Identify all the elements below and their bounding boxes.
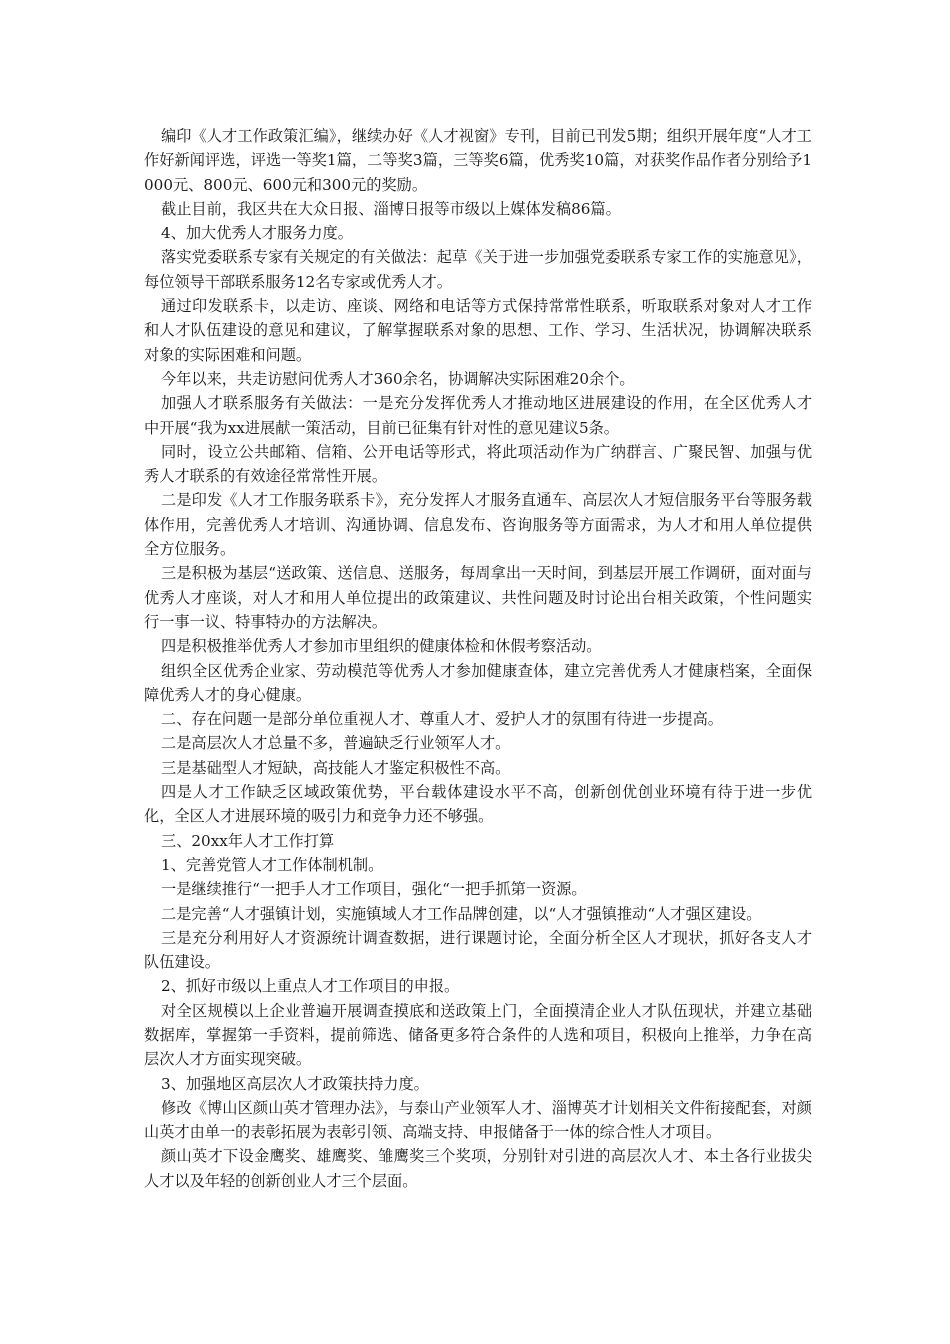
paragraph: 今年以来，共走访慰问优秀人才360余名，协调解决实际困难20余个。 — [161, 369, 635, 388]
paragraph: 编印《人才工作政策汇编》，继续办好《人才视窗》专刊，目前已刊发5期；组织开展年度“人才工作好新闻评选，评选一等奖1篇，二等奖3篇，三等奖6篇，优秀奖10篇，对获奖作品作者分别给予1000元、800元、600元和300元的奖励。 — [144, 127, 812, 194]
paragraph: 修改《博山区颜山英才管理办法》，与泰山产业领军人才、淄博英才计划相关文件衔接配套，对颜山英才由单一的表彰拓展为表彰引领、高端支持、申报储备于一体的综合性人才项目。 — [144, 1098, 812, 1142]
paragraph: 颜山英才下设金鹰奖、雄鹰奖、雏鹰奖三个奖项，分别针对引进的高层次人才、本土各行业拔尖人才以及年轻的创新创业人才三个层面。 — [144, 1147, 812, 1190]
paragraph: 四是人才工作缺乏区域政策优势，平台载体建设水平不高，创新创优创业环境有待于进一步优化，全区人才进展环境的吸引力和竞争力还不够强。 — [144, 783, 812, 826]
paragraph: 三是积极为基层“送政策、送信息、送服务，每周拿出一天时间，到基层开展工作调研，面对面与优秀人才座谈，对人才和用人单位提出的政策建议、共性问题及时讨论出台相关政策，个性问题实行一事一议、特事特办的方法解决。 — [144, 564, 812, 631]
paragraph: 二是高层次人才总量不多，普遍缺乏行业领军人才。 — [161, 734, 511, 753]
paragraph: 截止目前，我区共在大众日报、淄博日报等市级以上媒体发稿86篇。 — [161, 199, 621, 218]
paragraph: 同时，设立公共邮箱、信箱、公开电话等形式，将此项活动作为广纳群言、广聚民智、加强与优秀人才联系的有效途径常常性开展。 — [144, 442, 812, 486]
section-heading: 三、20xx年人才工作打算 — [161, 831, 335, 850]
paragraph: 四是积极推举优秀人才参加市里组织的健康体检和休假考察活动。 — [161, 637, 602, 656]
paragraph: 一是继续推行“一把手人才工作项目，强化“一把手抓第一资源。 — [161, 880, 587, 899]
paragraph: 落实党委联系专家有关规定的有关做法：起草《关于进一步加强党委联系专家工作的实施意见》，每位领导干部联系服务12名专家或优秀人才。 — [144, 248, 812, 291]
section-heading: 2、抓好市级以上重点人才工作项目的申报。 — [161, 977, 460, 996]
paragraph: 组织全区优秀企业家、劳动模范等优秀人才参加健康查体，建立完善优秀人才健康档案，全面保障优秀人才的身心健康。 — [144, 661, 812, 704]
paragraph: 二是完善“人才强镇计划，实施镇域人才工作品牌创建，以“人才强镇推动“人才强区建设。 — [161, 904, 762, 923]
paragraph: 三是基础型人才短缺，高技能人才鉴定积极性不高。 — [161, 758, 511, 777]
paragraph: 二、存在问题一是部分单位重视人才、尊重人才、爱护人才的氛围有待进一步提高。 — [161, 710, 723, 729]
paragraph: 三是充分利用好人才资源统计调查数据，进行课题讨论，全面分析全区人才现状，抓好各支人才队伍建设。 — [144, 928, 812, 972]
document-page — [144, 124, 812, 1193]
paragraph: 加强人才联系服务有关做法：一是充分发挥优秀人才推动地区进展建设的作用，在全区优秀人才中开展“我为xx进展献一策活动，目前已征集有针对性的意见建议5条。 — [144, 394, 812, 437]
paragraph: 对全区规模以上企业普遍开展调查摸底和送政策上门，全面摸清企业人才队伍现状，并建立基础数据库，掌握第一手资料，提前筛选、储备更多符合条件的人选和项目，积极向上推举，力争在高层次人才方面实现突破。 — [144, 1001, 812, 1069]
section-heading: 4、加大优秀人才服务力度。 — [161, 224, 353, 243]
section-heading: 1、完善党管人才工作体制机制。 — [161, 855, 384, 874]
paragraph: 二是印发《人才工作服务联系卡》，充分发挥人才服务直通车、高层次人才短信服务平台等服务载体作用，完善优秀人才培训、沟通协调、信息发布、咨询服务等方面需求，为人才和用人单位提供全方位服务。 — [144, 491, 812, 559]
paragraph: 通过印发联系卡，以走访、座谈、网络和电话等方式保持常常性联系，听取联系对象对人才工作和人才队伍建设的意见和建议，了解掌握联系对象的思想、工作、学习、生活状况，协调解决联系对象的实际困难和问题。 — [144, 297, 812, 364]
section-heading: 3、加强地区高层次人才政策扶持力度。 — [161, 1074, 429, 1093]
